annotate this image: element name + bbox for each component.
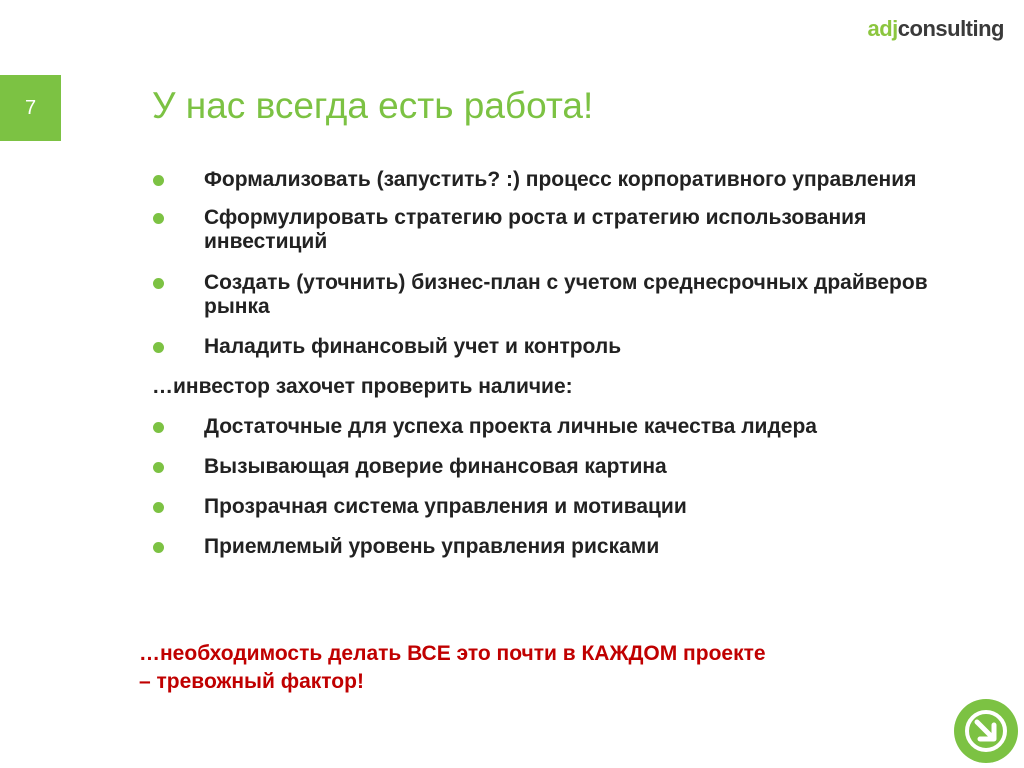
list-item (152, 206, 992, 254)
logo-part-consulting: consulting (897, 16, 1004, 41)
list-item (152, 535, 992, 559)
logo-part-adj: adj (867, 16, 898, 41)
list-item-text: Приемлемый уровень управления рисками (204, 535, 660, 558)
bullet-dot-icon (153, 175, 164, 186)
list-item (152, 495, 992, 519)
list-subheading (152, 375, 992, 399)
bullet-dot-icon (153, 542, 164, 553)
list-item (152, 168, 992, 192)
next-slide-button[interactable] (954, 699, 1018, 763)
list-item-text: Формализовать (запустить? :) процесс корпоративного управления (204, 168, 917, 191)
content-list (152, 168, 992, 559)
slide-title: У нас всегда есть работа! (152, 85, 594, 126)
list-item (152, 455, 992, 479)
warning-line-2: – тревожный фактор! (139, 670, 364, 693)
warning-line-1: …необходимость делать ВСЕ это почти в КАЖДОМ проекте (139, 642, 766, 665)
list-subheading-text: …инвестор захочет проверить наличие: (152, 375, 573, 398)
bullet-dot-icon (153, 502, 164, 513)
bullet-dot-icon (153, 422, 164, 433)
list-item-text: Сформулировать стратегию роста и стратегию использования инвестиций (204, 206, 867, 253)
list-item-text: Создать (уточнить) бизнес-план с учетом среднесрочных драйверов рынка (204, 271, 928, 318)
page-number-badge: 7 (0, 75, 61, 141)
bullet-dot-icon (153, 213, 164, 224)
bullet-dot-icon (153, 342, 164, 353)
list-item (152, 271, 992, 319)
list-item (152, 415, 992, 439)
list-item-text: Вызывающая доверие финансовая картина (204, 455, 667, 478)
list-item-text: Прозрачная система управления и мотивации (204, 495, 687, 518)
list-item-text: Наладить финансовый учет и контроль (204, 335, 622, 358)
logo (867, 18, 1004, 40)
list-item-text: Достаточные для успеха проекта личные качества лидера (204, 415, 817, 438)
list-item (152, 335, 992, 359)
warning-note (139, 640, 959, 696)
bullet-dot-icon (153, 278, 164, 289)
arrow-down-right-icon (963, 708, 1009, 754)
bullet-dot-icon (153, 462, 164, 473)
